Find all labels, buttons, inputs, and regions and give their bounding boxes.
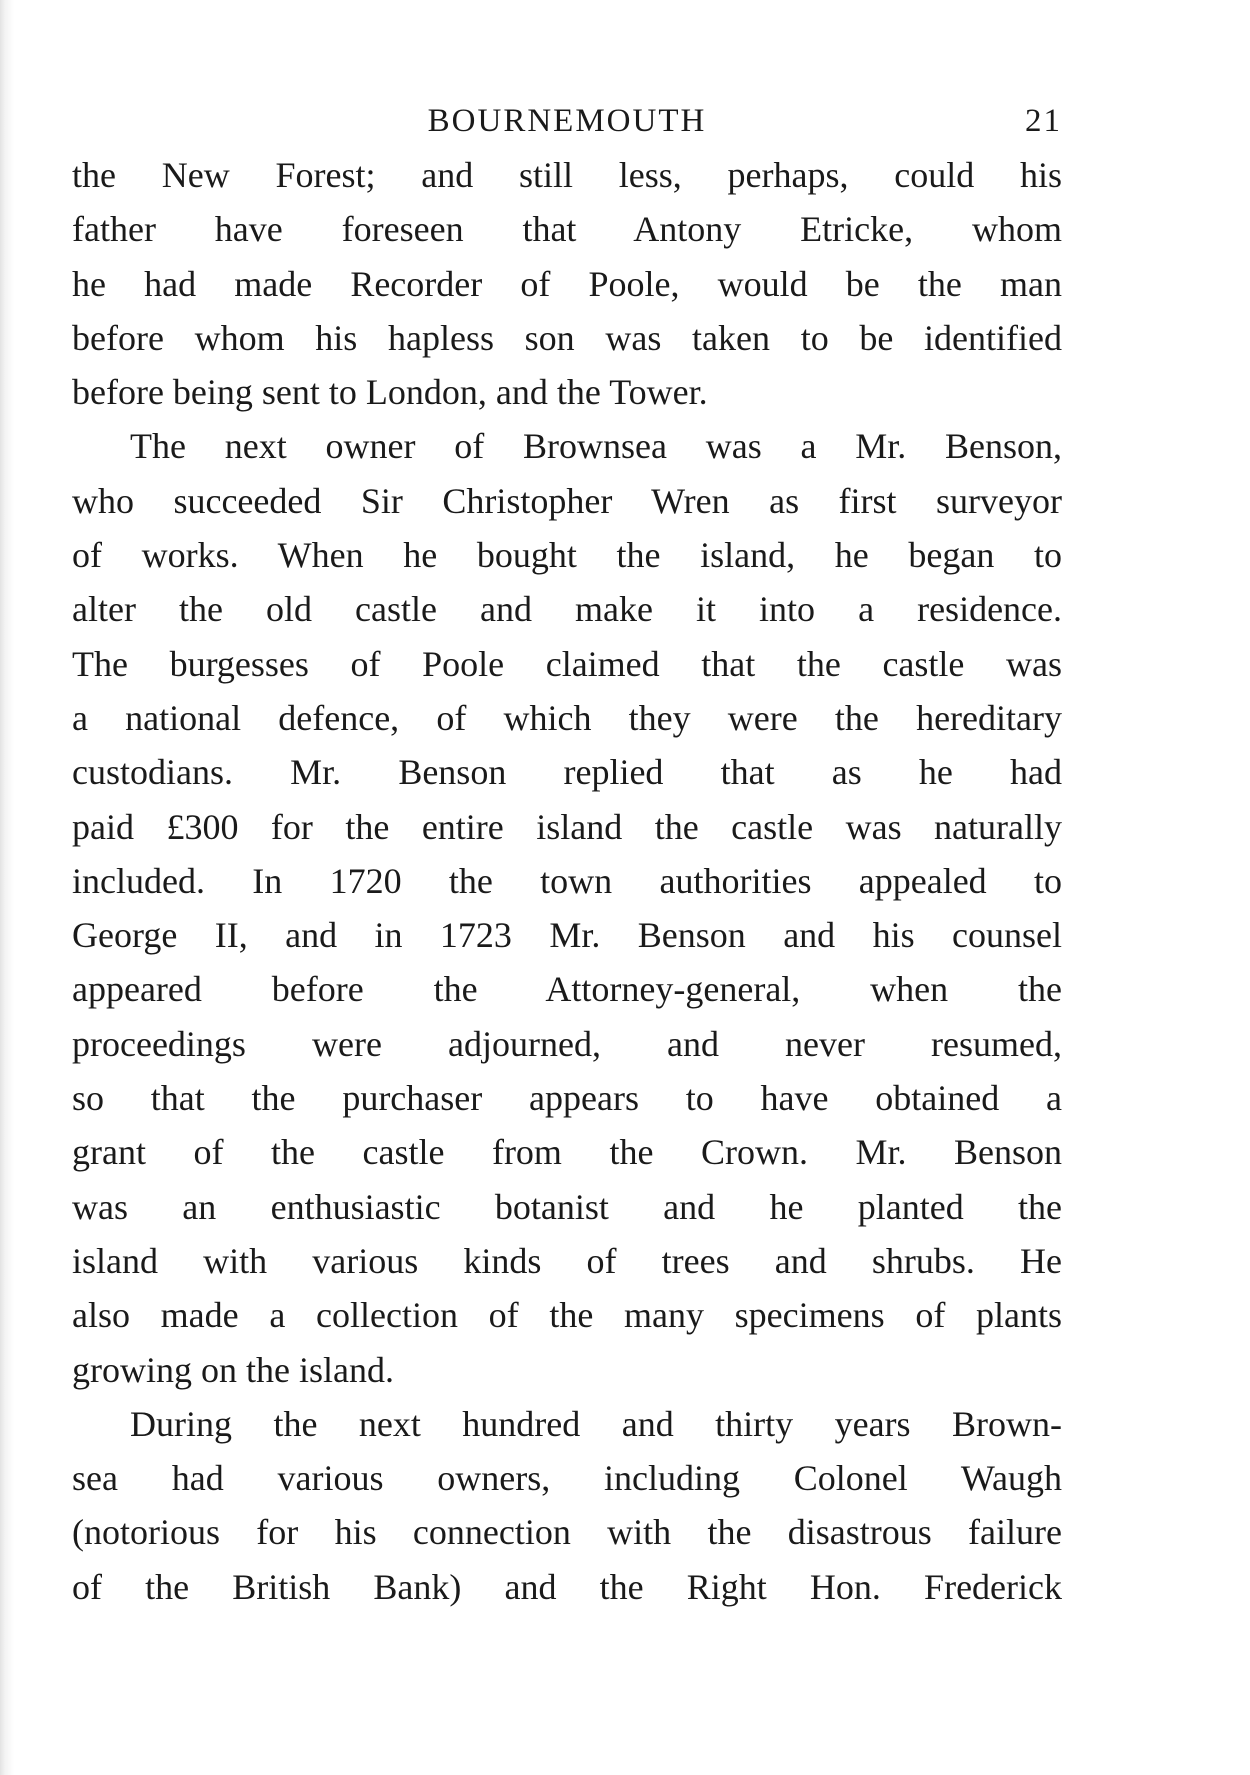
text-line: During the next hundred and thirty years Brown-	[130, 1403, 1062, 1444]
paragraph	[72, 1397, 1062, 1614]
running-title: BOURNEMOUTH	[427, 103, 707, 139]
text-line: also made a collection of the many specimens of plants	[72, 1295, 1062, 1336]
text-line: who succeeded Sir Christopher Wren as first surveyor	[72, 480, 1062, 521]
text-line: father have foreseen that Antony Etricke, whom	[72, 209, 1062, 250]
text-line: George II, and in 1723 Mr. Benson and his counsel	[72, 915, 1062, 956]
text-line: appeared before the Attorney-general, when the	[72, 969, 1062, 1010]
text-line: of works. When he bought the island, he began to	[72, 535, 1062, 576]
text-line: of the British Bank) and the Right Hon. Frederick	[72, 1566, 1062, 1607]
text-line: was an enthusiastic botanist and he planted the	[72, 1186, 1062, 1227]
text-line: (notorious for his connection with the disastrous failure	[72, 1512, 1062, 1553]
paragraph	[72, 148, 1062, 419]
text-line: The burgesses of Poole claimed that the castle was	[72, 643, 1062, 684]
running-header	[72, 96, 1062, 146]
text-line: he had made Recorder of Poole, would be the man	[72, 263, 1062, 304]
text-line: The next owner of Brownsea was a Mr. Benson,	[130, 426, 1062, 467]
text-line: growing on the island.	[72, 1349, 394, 1390]
body-text	[72, 148, 1062, 1614]
page-edge-shadow	[0, 0, 14, 1775]
text-line: included. In 1720 the town authorities appealed to	[72, 860, 1062, 901]
text-line: grant of the castle from the Crown. Mr. Benson	[72, 1132, 1062, 1173]
text-line: proceedings were adjourned, and never resumed,	[72, 1023, 1062, 1064]
text-line: custodians. Mr. Benson replied that as he had	[72, 752, 1062, 793]
text-line: the New Forest; and still less, perhaps, could his	[72, 155, 1062, 195]
text-line: a national defence, of which they were the hereditary	[72, 697, 1062, 738]
text-line: island with various kinds of trees and shrubs. He	[72, 1240, 1062, 1281]
text-line: sea had various owners, including Colonel Waugh	[72, 1458, 1062, 1499]
paragraph	[72, 419, 1062, 1396]
text-line: before whom his hapless son was taken to be identified	[72, 317, 1062, 358]
text-line: alter the old castle and make it into a residence.	[72, 589, 1062, 630]
text-line: before being sent to London, and the Tower.	[72, 372, 708, 413]
text-line: so that the purchaser appears to have obtained a	[72, 1078, 1062, 1119]
text-line: paid £300 for the entire island the castle was naturally	[72, 806, 1062, 847]
page-number: 21	[1025, 103, 1062, 139]
